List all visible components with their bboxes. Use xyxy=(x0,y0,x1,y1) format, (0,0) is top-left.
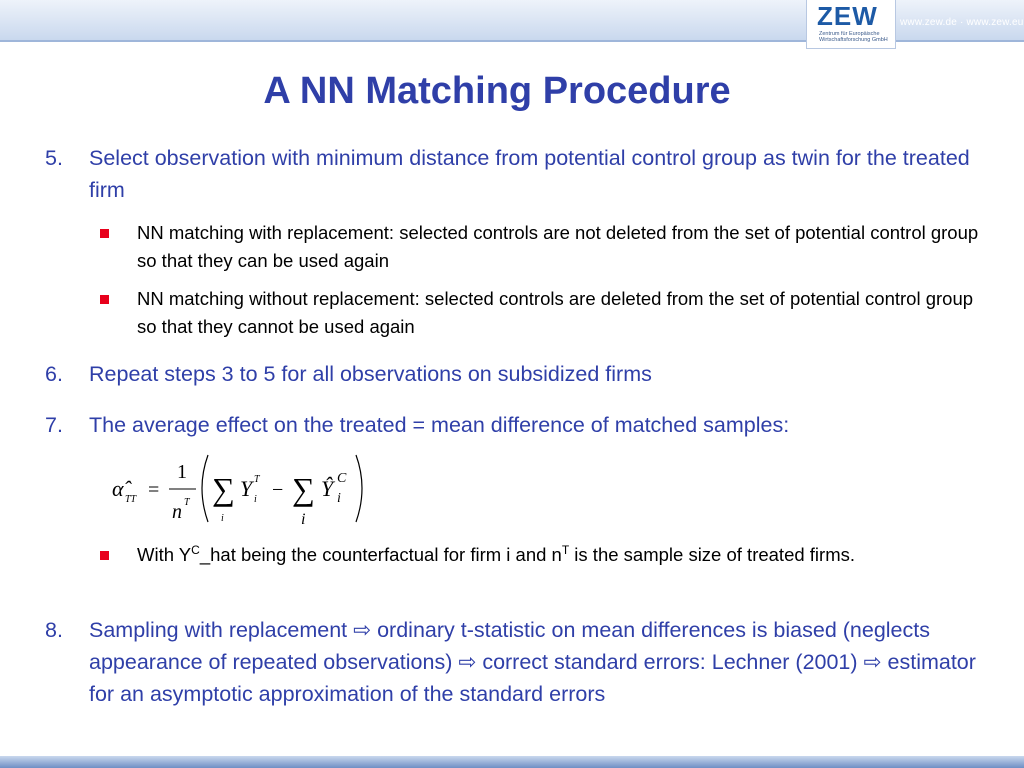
zew-logo xyxy=(806,0,896,49)
item-text: Repeat steps 3 to 5 for all observations on subsidized firms xyxy=(89,362,652,386)
item-text: Sampling with replacement ⇨ ordinary t-statistic on mean differences is biased (neglects appearance of repeated observations) ⇨ correct standard errors: Lechner (2001) ⇨ estimator for an asymptotic approximation of the standard errors xyxy=(89,618,976,706)
footer-band xyxy=(0,756,1024,768)
formula-yhat-sub: i xyxy=(337,491,341,506)
bullet-square xyxy=(100,551,109,560)
formula-y-sup: T xyxy=(254,474,260,485)
item-number: 8. xyxy=(45,618,63,642)
formula-equals: = xyxy=(148,479,160,501)
item-text: Select observation with minimum distance from potential control group as twin for the treated firm xyxy=(89,146,970,202)
formula-minus: − xyxy=(272,479,284,501)
formula-n-sup: T xyxy=(184,497,190,508)
bullet-text: NN matching without replacement: selected controls are deleted from the set of potential control group so that they cannot be used again xyxy=(137,288,974,337)
bullet-text-part: With Y xyxy=(137,544,192,565)
formula-sum-2-index: i xyxy=(301,511,306,528)
item-number: 6. xyxy=(45,362,63,386)
formula-sum-1: ∑ xyxy=(212,471,235,507)
formula-y: Y xyxy=(240,476,253,501)
item-number: 7. xyxy=(45,413,63,437)
logo-wordmark: ZEW xyxy=(817,1,878,31)
bullet-text: NN matching with replacement: selected controls are not deleted from the set of potential control group so that they can be used again xyxy=(137,222,979,271)
bullet-square xyxy=(100,229,109,238)
item-number: 5. xyxy=(45,146,63,170)
bullet-text-part: is the sample size of treated firms. xyxy=(569,544,856,565)
website-url: www.zew.de · www.zew.eu xyxy=(900,17,1024,28)
formula-sum-2: ∑ xyxy=(292,471,315,507)
slide-title: A NN Matching Procedure xyxy=(263,70,731,112)
formula-n: n xyxy=(172,501,182,523)
formula-alpha: α̂ xyxy=(112,476,124,501)
formula-yhat: Ŷ xyxy=(321,476,334,501)
formula-yhat-sup: C xyxy=(337,471,347,486)
formula-sub-tt: TT xyxy=(125,494,137,505)
att-formula xyxy=(108,452,378,528)
superscript-t: T xyxy=(561,542,570,557)
bullet-text xyxy=(137,541,980,569)
bullet-square xyxy=(100,295,109,304)
formula-numerator: 1 xyxy=(177,461,187,483)
formula-y-sub: i xyxy=(254,494,257,505)
item-text: The average effect on the treated = mean difference of matched samples: xyxy=(89,413,790,437)
formula-left-paren xyxy=(202,455,208,522)
formula-sum-1-index: i xyxy=(221,513,224,524)
superscript-c: C xyxy=(191,542,200,557)
formula-right-paren xyxy=(356,455,362,522)
bullet-text-part: _hat being the counterfactual for firm i and n xyxy=(199,544,562,565)
logo-subtitle: Zentrum für Europäische Wirtschaftsforschung GmbH xyxy=(819,31,888,43)
